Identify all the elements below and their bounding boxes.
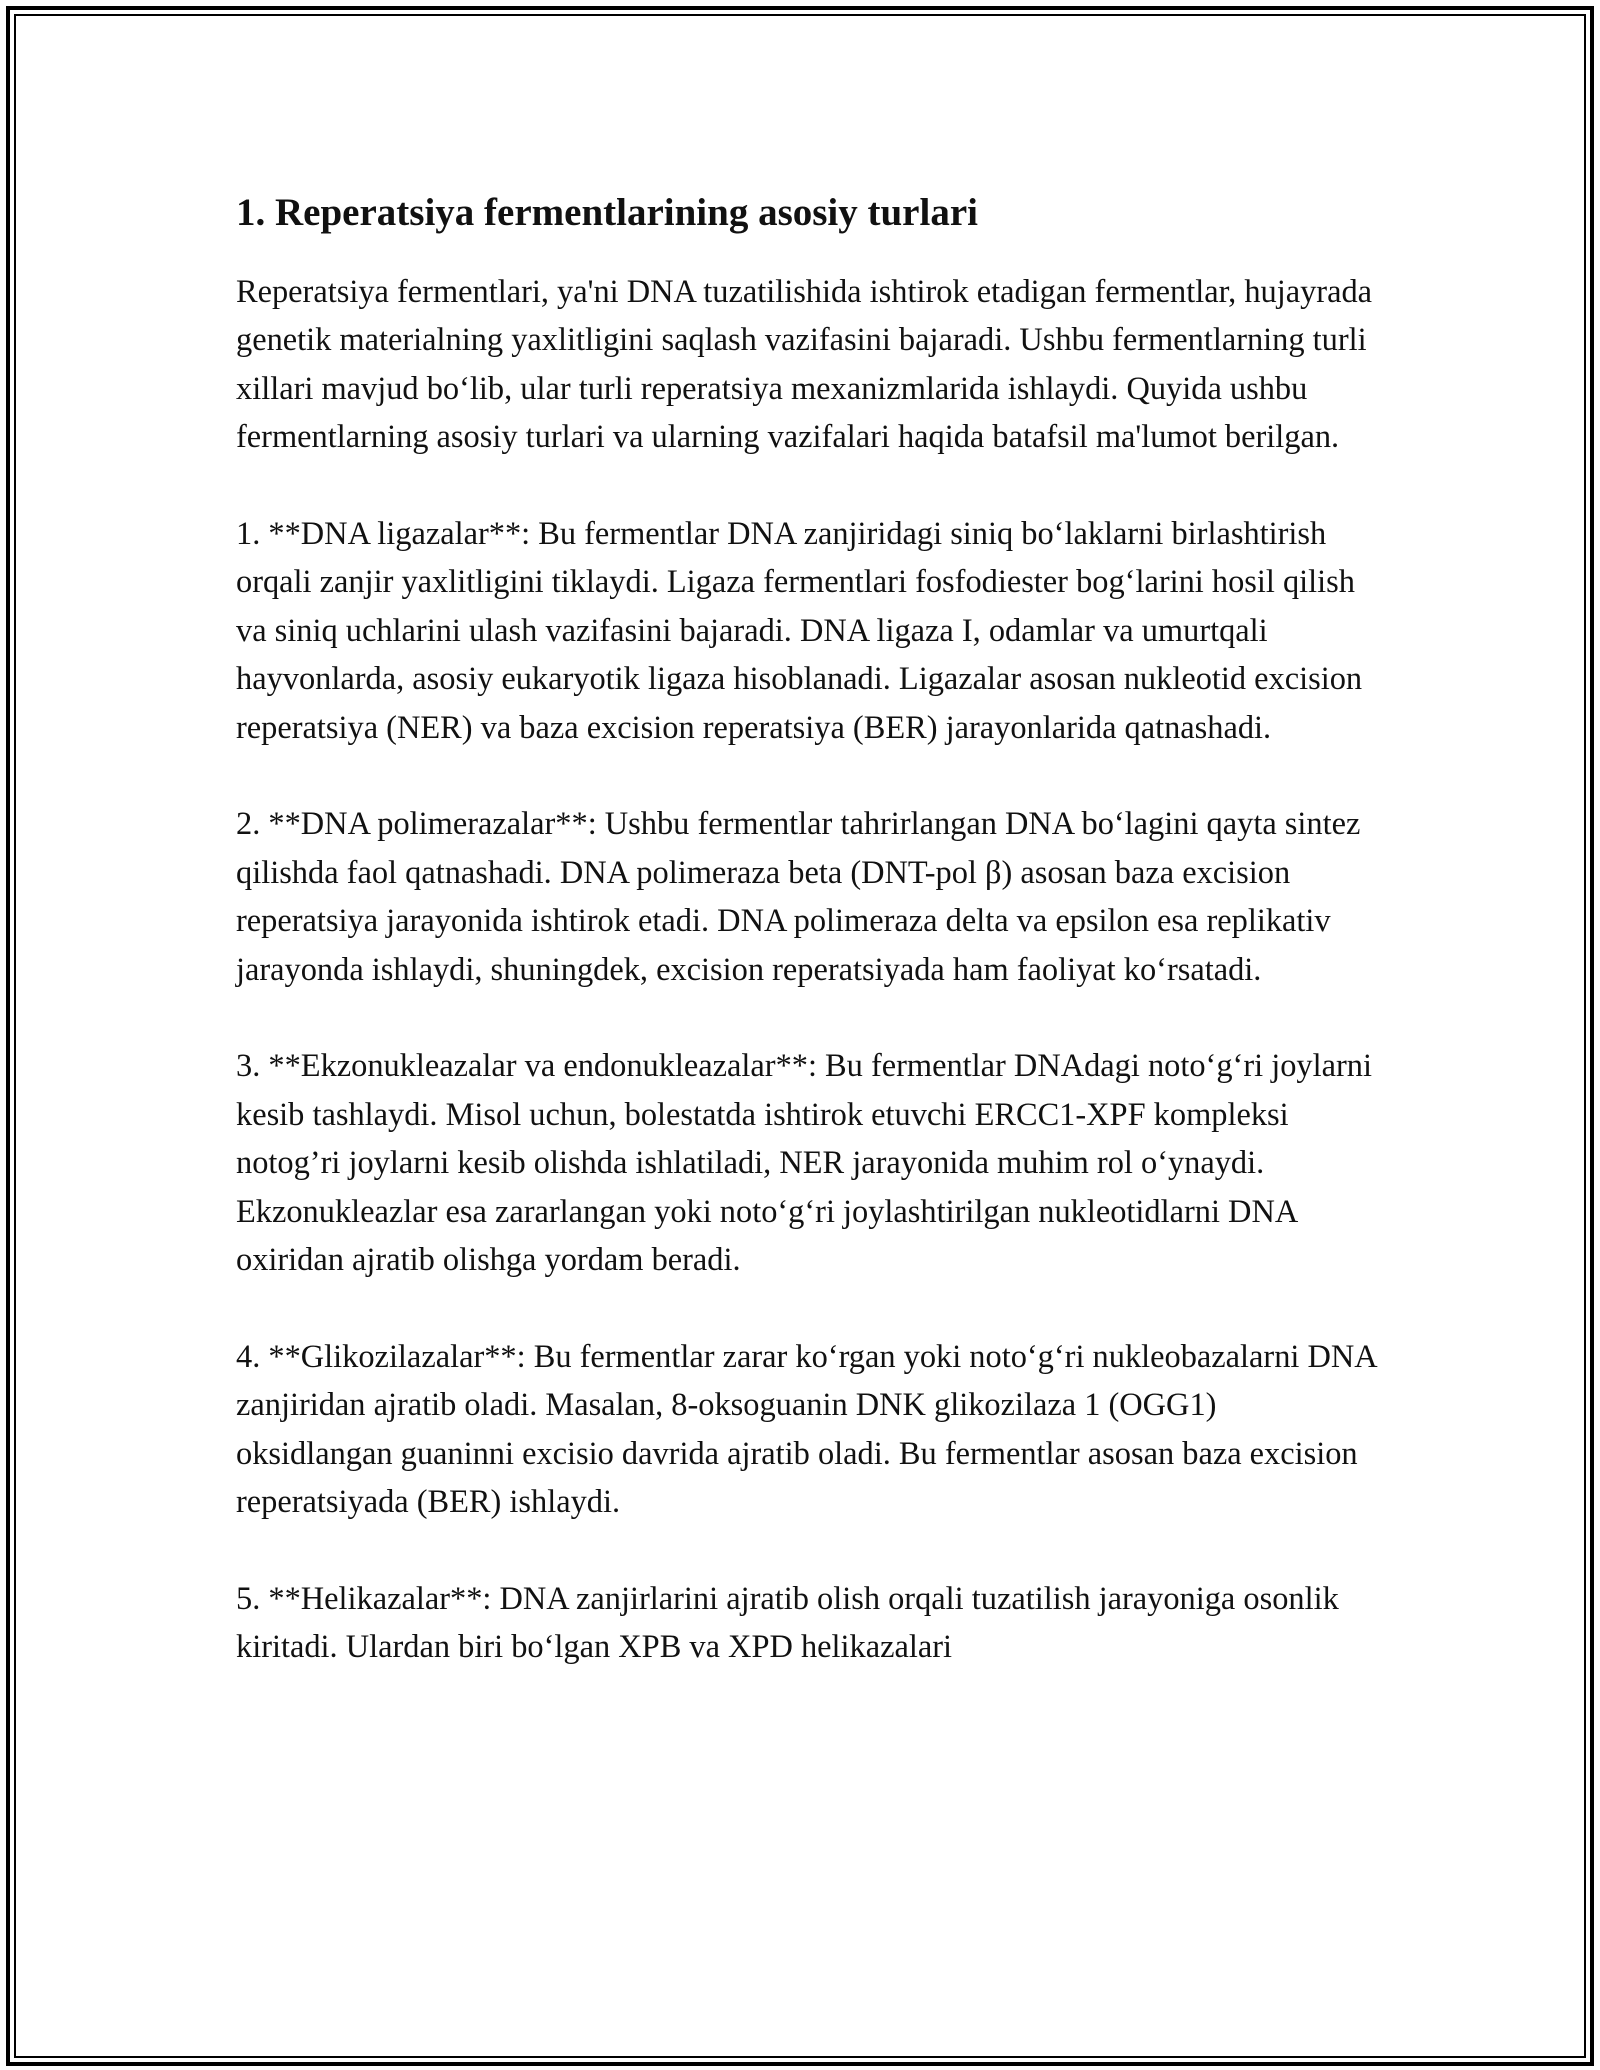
- document-title: 1. Reperatsiya fermentlarining asosiy turlari: [236, 191, 978, 234]
- paragraph-dna-polimerazalar: 2. **DNA polimerazalar**: Ushbu fermentlar tahrirlangan DNA bo‘lagini qayta sintez qilishda faol qatnashadi. DNA polimeraza beta (DNT-pol β) asosan baza excision reperatsiya jarayonida ishtirok etadi. DNA polimeraza delta va epsilon esa replikativ jarayonda ishlaydi, shuningdek, excision reperatsiyada ham faoliyat ko‘rsatadi.: [236, 806, 1361, 988]
- intro-paragraph: Reperatsiya fermentlari, ya'ni DNA tuzatilishida ishtirok etadigan fermentlar, hujayrada genetik materialning yaxlitligini saqlash vazifasini bajaradi. Ushbu fermentlarning turli xillari mavjud bo‘lib, ular turli reperatsiya mexanizmlarida ishlaydi. Quyida ushbu fermentlarning asosiy turlari va ularning vazifalari haqida batafsil ma'lumot berilgan.: [236, 274, 1373, 456]
- paragraph-helikazalar: 5. **Helikazalar**: DNA zanjirlarini ajratib olish orqali tuzatilish jarayoniga osonlik kiritadi. Ulardan biri bo‘lgan XPB va XPD helikazalari: [236, 1580, 1339, 1666]
- document-page: [236, 188, 1376, 1720]
- paragraph-dna-ligazalar: 1. **DNA ligazalar**: Bu fermentlar DNA zanjiridagi siniq bo‘laklarni birlashtirish orqali zanjir yaxlitligini tiklaydi. Ligaza fermentlari fosfodiester bog‘larini hosil qilish va siniq uchlarini ulash vazifasini bajaradi. DNA ligaza I, odamlar va umurtqali hayvonlarda, asosiy eukaryotik ligaza hisoblanadi. Ligazalar asosan nukleotid excision reperatsiya (NER) va baza excision reperatsiya (BER) jarayonlarida qatnashadi.: [236, 516, 1363, 746]
- paragraph-glikozilazalar: 4. **Glikozilazalar**: Bu fermentlar zarar ko‘rgan yoki noto‘g‘ri nukleobazalarni DNA zanjiridan ajratib oladi. Masalan, 8-oksoguanin DNK glikozilaza 1 (OGG1) oksidlangan guaninni excisio davrida ajratib oladi. Bu fermentlar asosan baza excision reperatsiyada (BER) ishlaydi.: [236, 1338, 1376, 1521]
- paragraph-nukleazalar: 3. **Ekzonukleazalar va endonukleazalar**: Bu fermentlar DNAdagi noto‘g‘ri joylarni kesib tashlaydi. Misol uchun, bolestatda ishtirok etuvchi ERCC1-XPF kompleksi notog’ri joylarni kesib olishda ishlatiladi, NER jarayonida muhim rol o‘ynaydi. Ekzonukleazlar esa zararlangan yoki noto‘g‘ri joylashtirilgan nukleotidlarni DNA oxiridan ajratib olishga yordam beradi.: [236, 1048, 1372, 1279]
